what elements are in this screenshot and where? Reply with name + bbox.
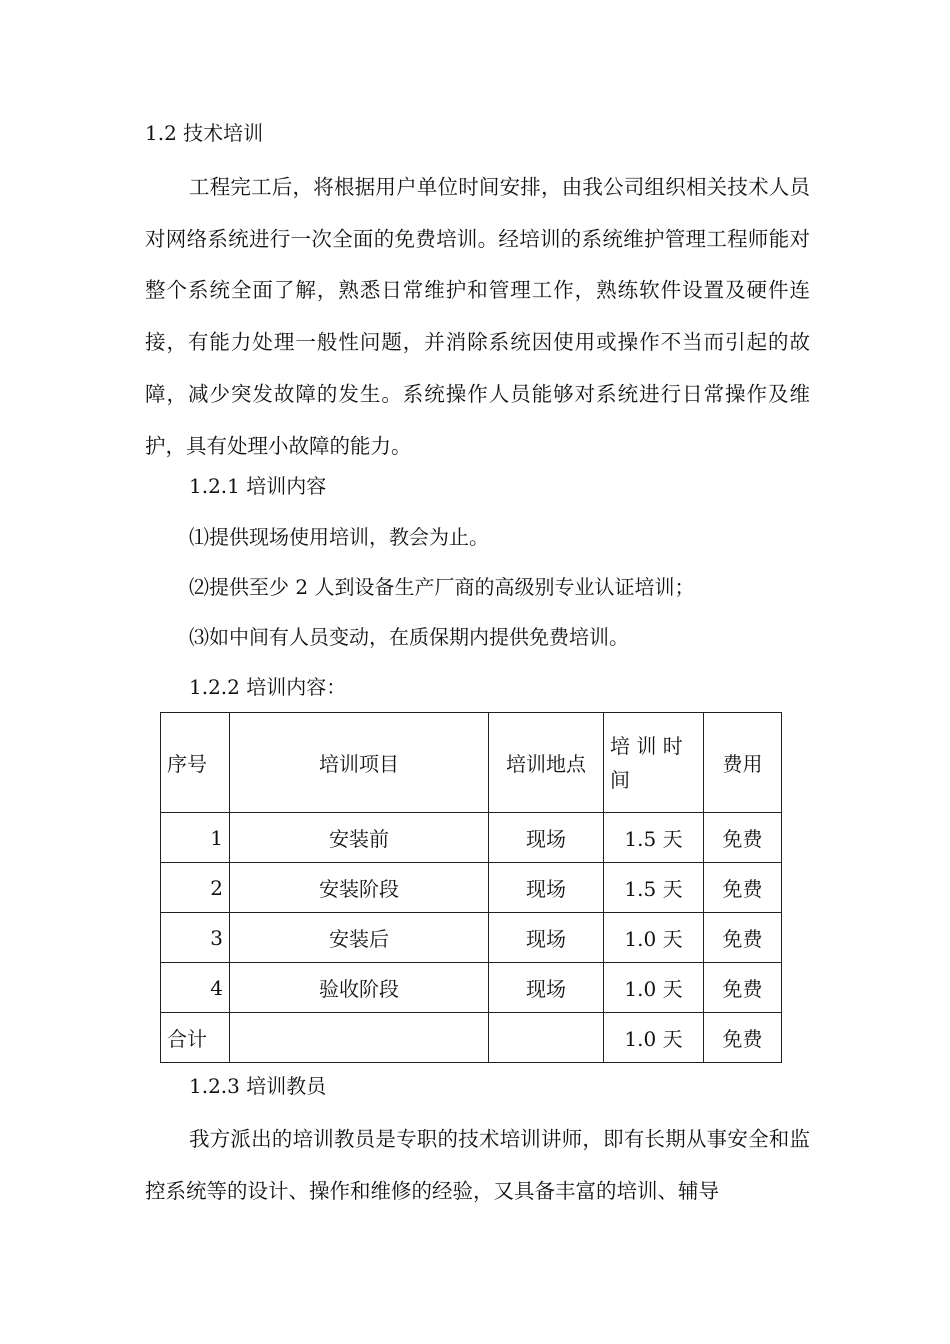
cell-no: 3: [161, 913, 230, 963]
subsection-heading-trainers: 1.2.3 培训教员: [189, 1074, 327, 1098]
list-item: ⑴提供现场使用培训，教会为止。: [189, 525, 489, 549]
header-fee: 费用: [704, 713, 782, 813]
cell-no: 2: [161, 863, 230, 913]
header-place: 培训地点: [489, 713, 604, 813]
table-row: [161, 913, 782, 963]
cell-fee: 免费: [704, 913, 782, 963]
cell-no: 1: [161, 813, 230, 863]
intro-paragraph: 工程完工后，将根据用户单位时间安排，由我公司组织相关技术人员对网络系统进行一次全面的免费培训。经培训的系统维护管理工程师能对整个系统全面了解，熟悉日常维护和管理工作，熟练软件设置及硬件连接，有能力处理一般性问题，并消除系统因使用或操作不当而引起的故障，减少突发故障的发生。系统操作人员能够对系统进行日常操作及维护，具有处理小故障的能力。: [145, 175, 810, 458]
cell-time: 1.5 天: [604, 863, 704, 913]
cell-fee: 免费: [704, 863, 782, 913]
training-table: [160, 712, 782, 1063]
header-item: 培训项目: [230, 713, 489, 813]
cell-fee: 免费: [704, 963, 782, 1013]
subsection-heading-content: 1.2.1 培训内容: [189, 474, 327, 498]
cell-place: 现场: [489, 913, 604, 963]
list-item: ⑵提供至少 2 人到设备生产厂商的高级别专业认证培训；: [189, 575, 695, 599]
cell-item: 安装阶段: [230, 863, 489, 913]
total-item: [230, 1013, 489, 1063]
cell-item: 验收阶段: [230, 963, 489, 1013]
cell-place: 现场: [489, 813, 604, 863]
cell-no: 4: [161, 963, 230, 1013]
cell-time: 1.0 天: [604, 913, 704, 963]
table-row: [161, 863, 782, 913]
list-item: ⑶如中间有人员变动，在质保期内提供免费培训。: [189, 625, 629, 649]
cell-fee: 免费: [704, 813, 782, 863]
subsection-heading-table: 1.2.2 培训内容：: [189, 675, 347, 699]
header-no: 序号: [161, 713, 230, 813]
total-fee: 免费: [704, 1013, 782, 1063]
header-time-line1: 培 训 时: [610, 733, 683, 758]
table-total-row: [161, 1013, 782, 1063]
table-header-row: [161, 713, 782, 813]
total-place: [489, 1013, 604, 1063]
table-row: [161, 813, 782, 863]
section-heading: 1.2 技术培训: [145, 121, 264, 145]
header-time-line2: 间: [610, 767, 630, 792]
table-row: [161, 963, 782, 1013]
cell-time: 1.5 天: [604, 813, 704, 863]
cell-time: 1.0 天: [604, 963, 704, 1013]
total-label: 合计: [161, 1013, 230, 1063]
header-time: [604, 713, 704, 813]
trainers-paragraph: 我方派出的培训教员是专职的技术培训讲师，即有长期从事安全和监控系统等的设计、操作和维修的经验，又具备丰富的培训、辅导: [145, 1127, 810, 1203]
cell-item: 安装前: [230, 813, 489, 863]
cell-item: 安装后: [230, 913, 489, 963]
cell-place: 现场: [489, 863, 604, 913]
cell-place: 现场: [489, 963, 604, 1013]
total-time: 1.0 天: [604, 1013, 704, 1063]
